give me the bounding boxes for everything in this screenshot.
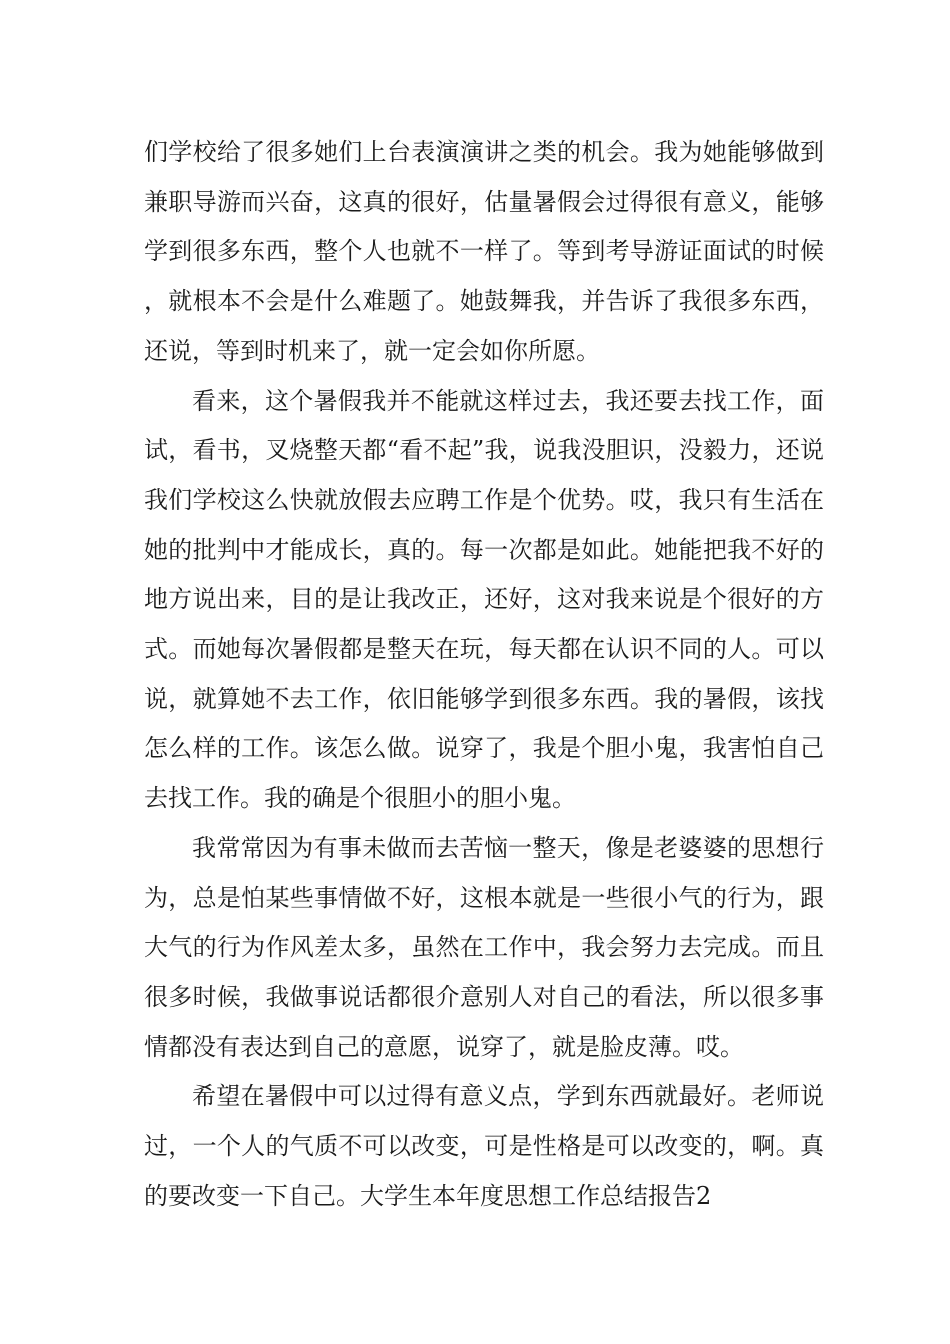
paragraph-self-reflection: 我常常因为有事未做而去苦恼一整天，像是老婆婆的思想行为，总是怕某些事情做不好，这根本就是一些很小气的行为，跟大气的行为作风差太多，虽然在工作中，我会努力去完成。而且很多时候，我做事说话都很介意别人对自己的看法，所以很多事情都没有表达到自己的意愿，说穿了，就是脸皮薄。哎。 <box>144 833 824 1061</box>
paragraph-hopes: 希望在暑假中可以过得有意义点，学到东西就最好。老师说过，一个人的气质不可以改变，可是性格是可以改变的，啊。真的要改变一下自己。大学生本年度思想工作总结报告2 <box>144 1082 824 1210</box>
paragraph-summer-plans: 看来，这个暑假我并不能就这样过去，我还要去找工作，面试，看书，叉烧整天都“看不起”我，说我没胆识，没毅力，还说我们学校这么快就放假去应聘工作是个优势。哎，我只有生活在她的批判中才能成长，真的。每一次都是如此。她能把我不好的地方说出来，目的是让我改正，还好，这对我来说是个很好的方式。而她每次暑假都是整天在玩，每天都在认识不同的人。可以说，就算她不去工作，依旧能够学到很多东西。我的暑假，该找怎么样的工作。该怎么做。说穿了，我是个胆小鬼，我害怕自己去找工作。我的确是个很胆小的胆小鬼。 <box>144 386 824 813</box>
paragraph-continuation: 们学校给了很多她们上台表演演讲之类的机会。我为她能够做到兼职导游而兴奋，这真的很好，估量暑假会过得很有意义，能够学到很多东西，整个人也就不一样了。等到考导游证面试的时候，就根本不会是什么难题了。她鼓舞我，并告诉了我很多东西，还说，等到时机来了，就一定会如你所愿。 <box>144 138 824 365</box>
document-body <box>144 128 824 1221</box>
